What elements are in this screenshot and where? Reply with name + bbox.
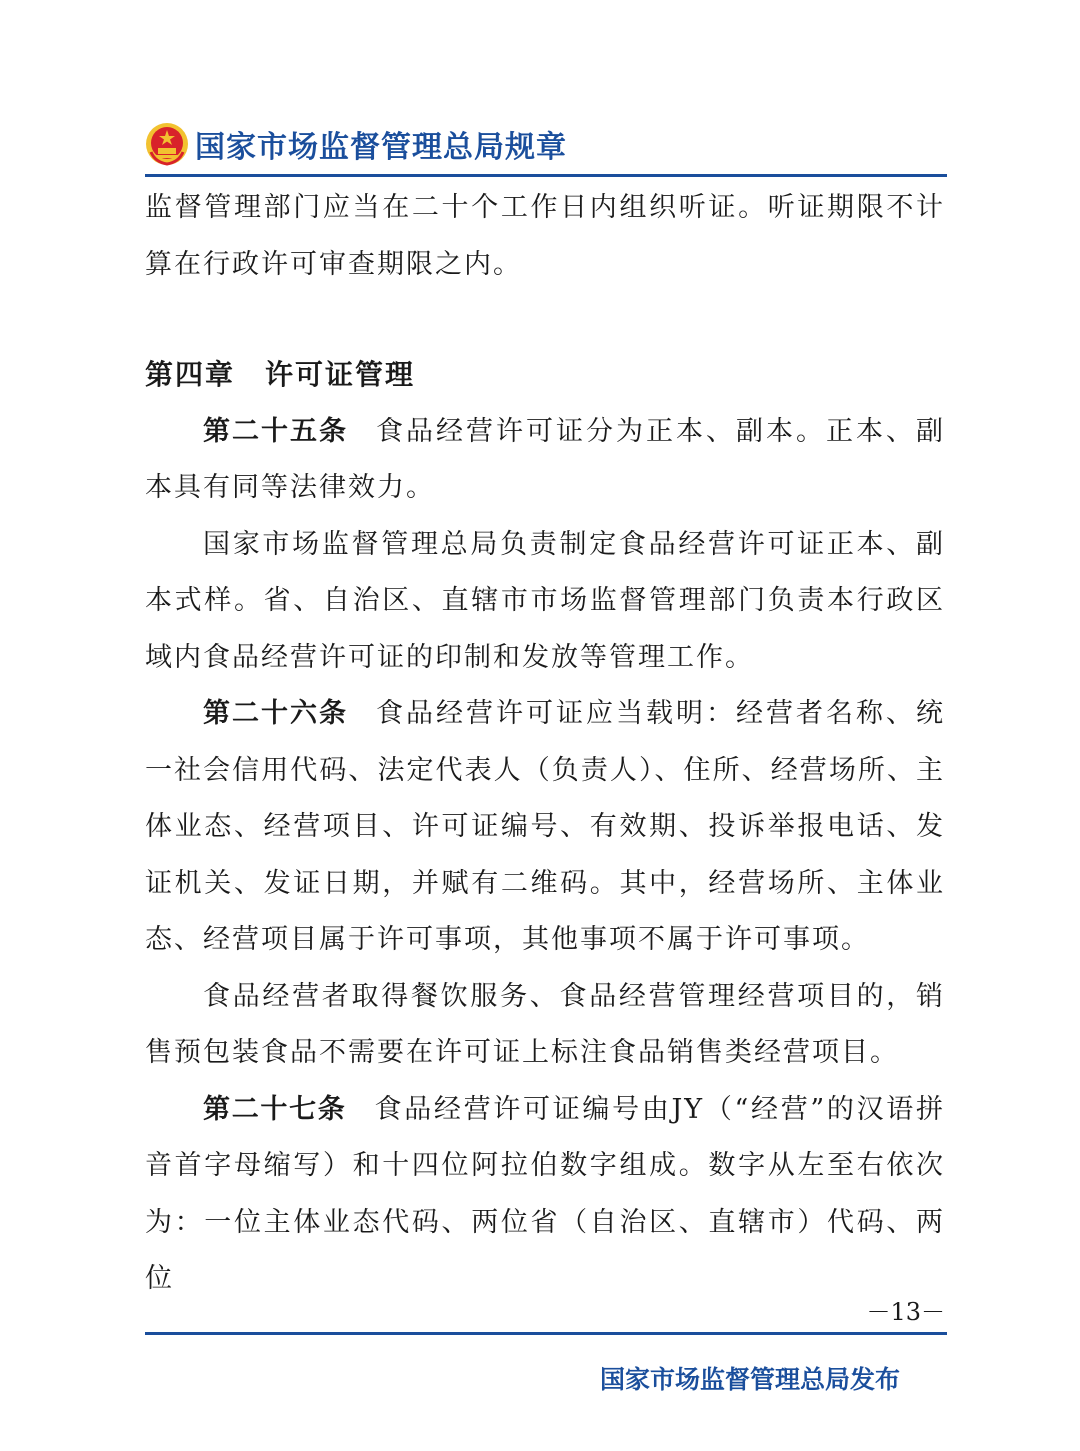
article-text: 食品经营许可证分为正本、副本。正本、副本具有同等法律效力。 [145,415,945,503]
header-title: 国家市场监督管理总局规章 [195,130,567,165]
national-emblem-icon [145,122,189,166]
paragraph-continued: 监督管理部门应当在二十个工作日内组织听证。听证期限不计算在行政许可审查期限之内。 [145,192,945,280]
article-25 [145,404,945,517]
article-27 [145,1082,945,1308]
article-label: 第二十六条 [203,698,348,729]
article-26-paragraph-2: 食品经营者取得餐饮服务、食品经营管理经营项目的，销售预包装食品不需要在许可证上标注食品销售类经营项目。 [145,980,945,1068]
article-26 [145,686,945,969]
document-body [145,180,945,1308]
footer-divider [145,1332,947,1335]
article-text: 食品经营许可证编号由JY（“经营”的汉语拼音首字母缩写）和十四位阿拉伯数字组成。数字从左至右依次为：一位主体业态代码、两位省（自治区、直辖市）代码、两位 [145,1093,946,1294]
article-text: 食品经营许可证应当载明：经营者名称、统一社会信用代码、法定代表人（负责人）、住所、经营场所、主体业态、经营项目、许可证编号、有效期、投诉举报电话、发证机关、发证日期，并赋有二维码。其中，经营场所、主体业态、经营项目属于许可事项，其他事项不属于许可事项。 [145,698,945,955]
article-label: 第二十七条 [203,1093,347,1125]
page-number: －13－ [866,1298,945,1326]
document-header [145,118,947,170]
footer-publisher: 国家市场监督管理总局发布 [599,1365,900,1394]
article-label: 第二十五条 [203,415,348,447]
article-25-paragraph-2: 国家市场监督管理总局负责制定食品经营许可证正本、副本式样。省、自治区、直辖市市场监督管理部门负责本行政区域内食品经营许可证的印制和发放等管理工作。 [145,528,945,673]
header-divider [145,174,947,177]
chapter-title: 第四章 许可证管理 [145,358,416,391]
